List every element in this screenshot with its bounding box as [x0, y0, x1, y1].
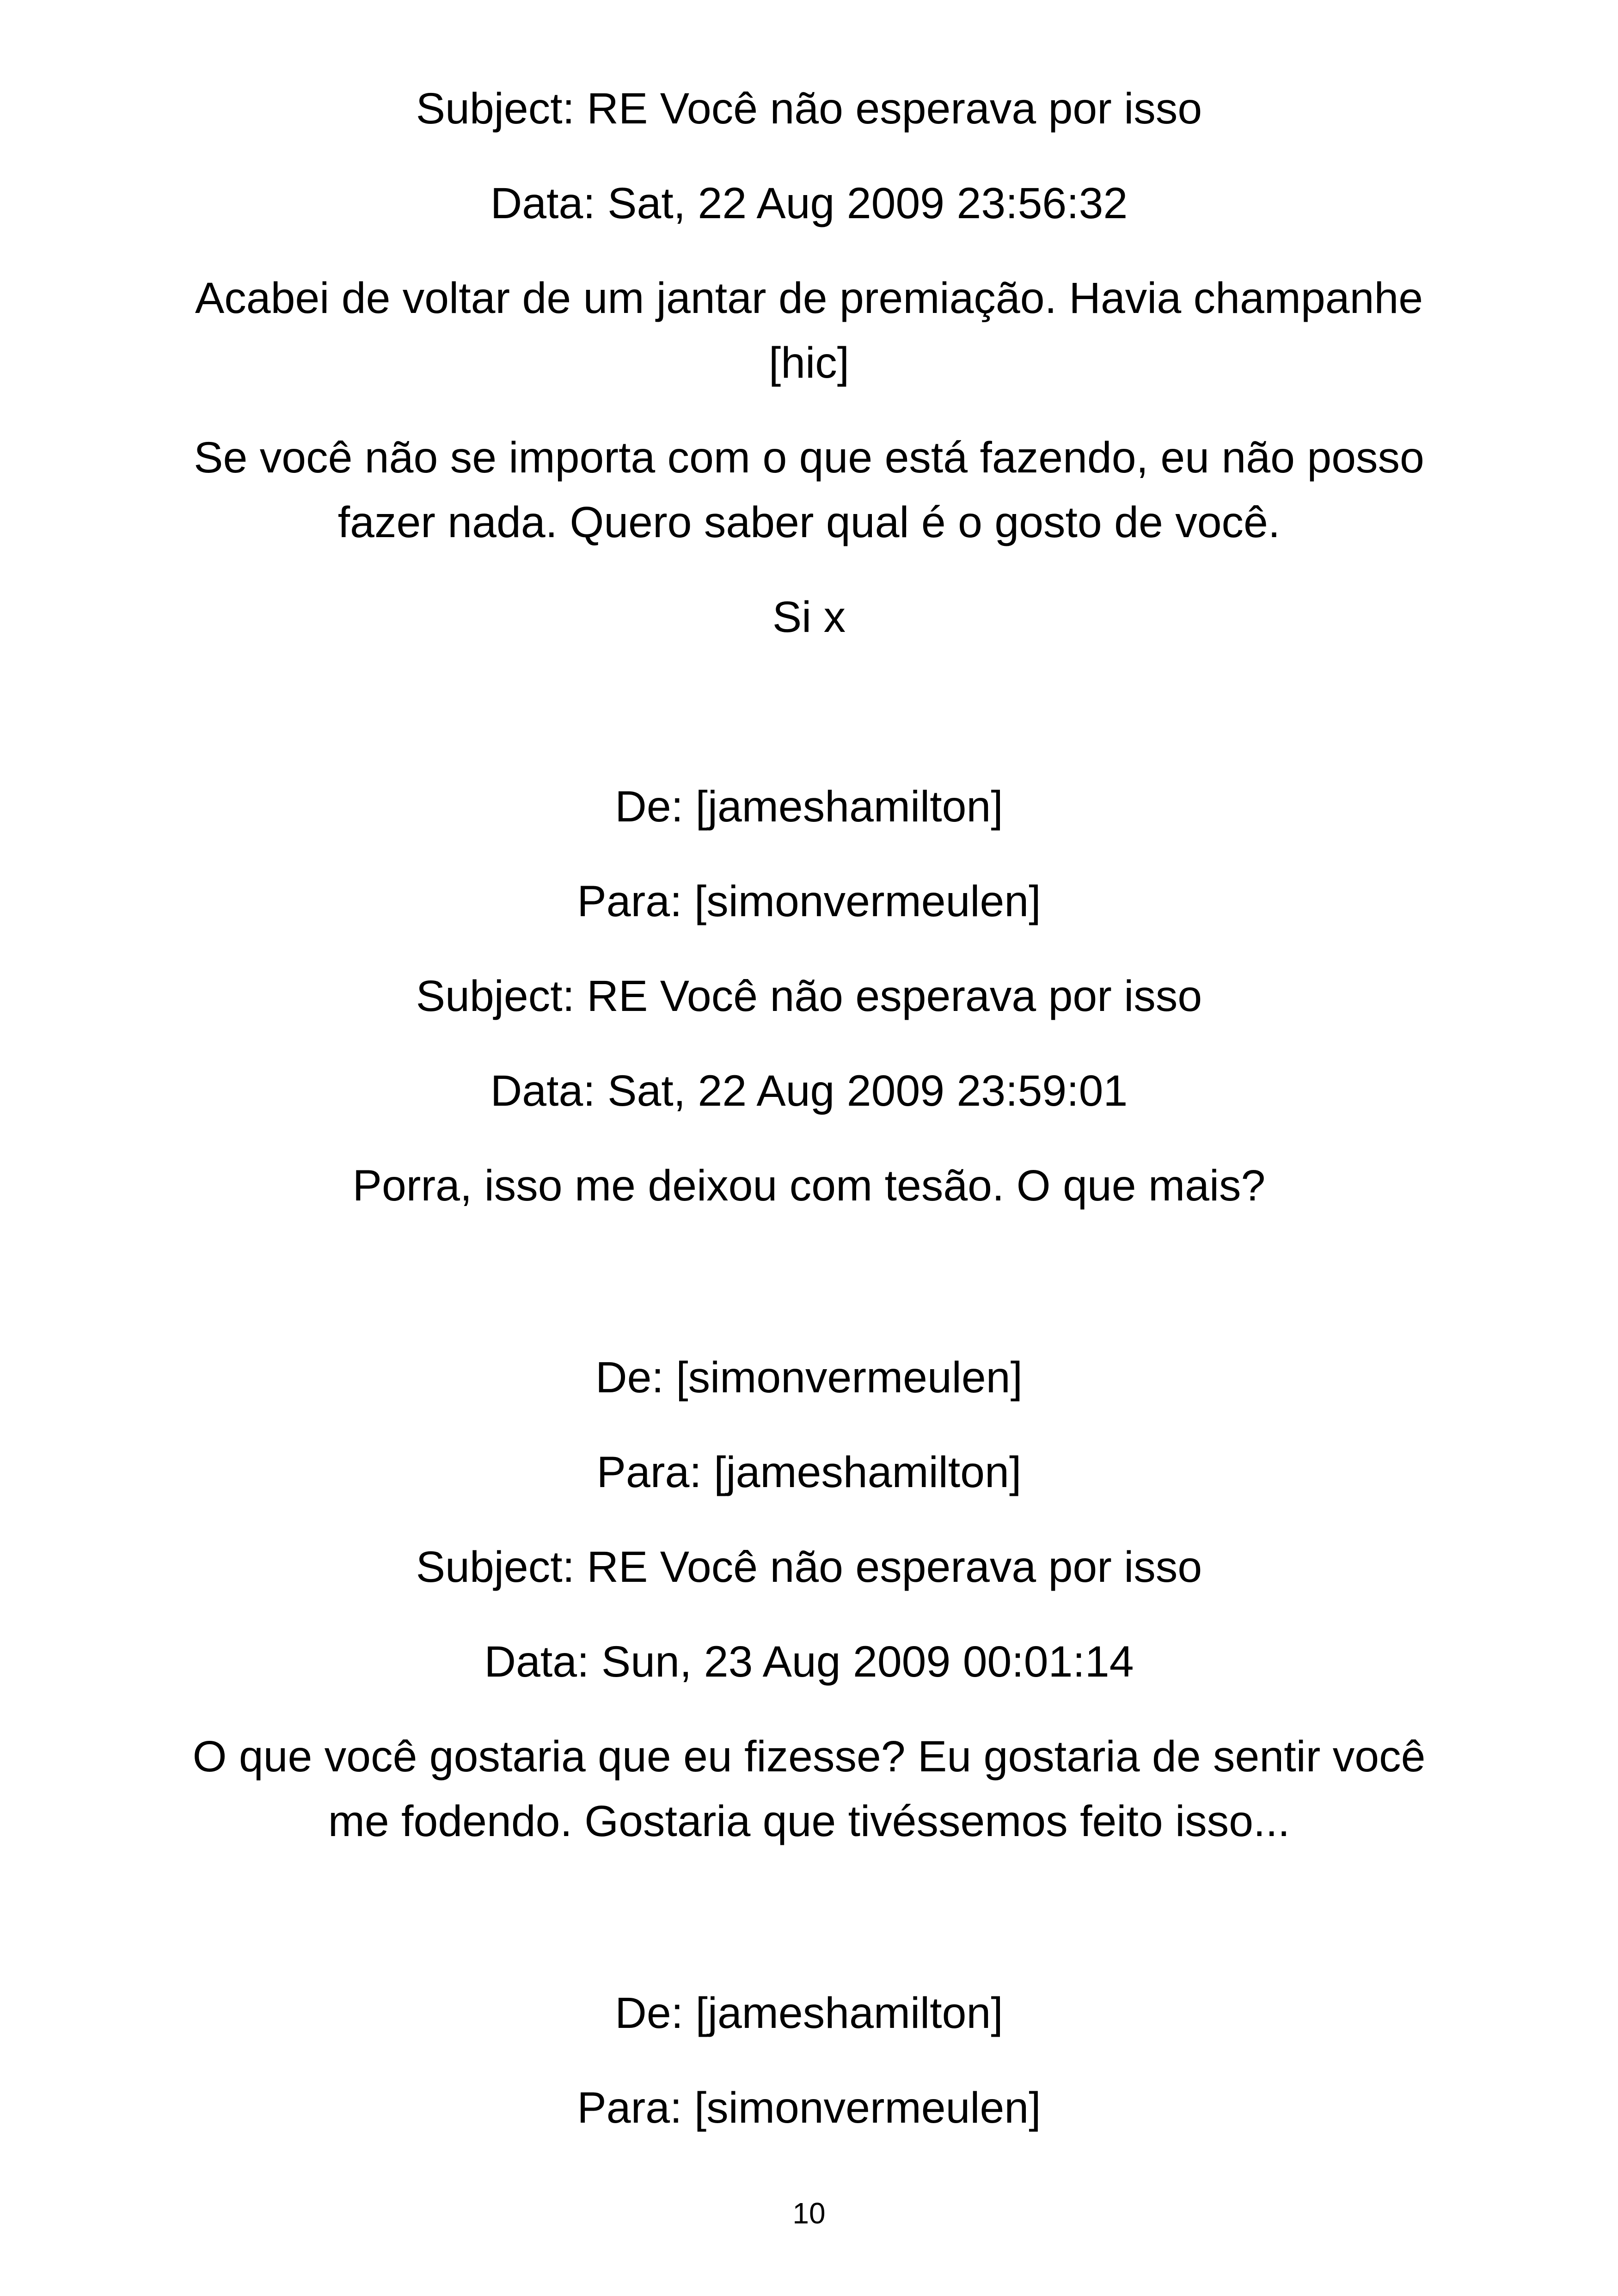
- email-subject: Subject: RE Você não esperava por isso: [416, 84, 1202, 133]
- email-date: Data: Sun, 23 Aug 2009 00:01:14: [484, 1637, 1134, 1686]
- email-from: De: [simonvermeulen]: [595, 1353, 1023, 1402]
- email-date: Data: Sat, 22 Aug 2009 23:56:32: [490, 179, 1128, 228]
- email-body-line: me fodendo. Gostaria que tivéssemos feito isso...: [328, 1797, 1290, 1846]
- email-body-line: Acabei de voltar de um jantar de premiação. Havia champanhe: [195, 274, 1423, 323]
- email-from: De: [jameshamilton]: [615, 1989, 1003, 2038]
- email-to: Para: [simonvermeulen]: [577, 877, 1041, 926]
- email-body-line: fazer nada. Quero saber qual é o gosto de você.: [337, 498, 1281, 547]
- email-body-line: Porra, isso me deixou com tesão. O que mais?: [352, 1161, 1266, 1210]
- email-body-line: Se você não se importa com o que está fazendo, eu não posso: [194, 433, 1424, 482]
- page-number: 10: [792, 2197, 826, 2230]
- email-signature: Si x: [772, 593, 846, 642]
- email-from: De: [jameshamilton]: [615, 782, 1003, 831]
- email-date: Data: Sat, 22 Aug 2009 23:59:01: [490, 1066, 1128, 1115]
- email-body-line: [hic]: [768, 338, 850, 387]
- email-subject: Subject: RE Você não esperava por isso: [416, 972, 1202, 1021]
- email-to: Para: [jameshamilton]: [596, 1448, 1022, 1497]
- email-to: Para: [simonvermeulen]: [577, 2083, 1041, 2132]
- email-body-line: O que você gostaria que eu fizesse? Eu gostaria de sentir você: [192, 1732, 1426, 1781]
- email-subject: Subject: RE Você não esperava por isso: [416, 1543, 1202, 1592]
